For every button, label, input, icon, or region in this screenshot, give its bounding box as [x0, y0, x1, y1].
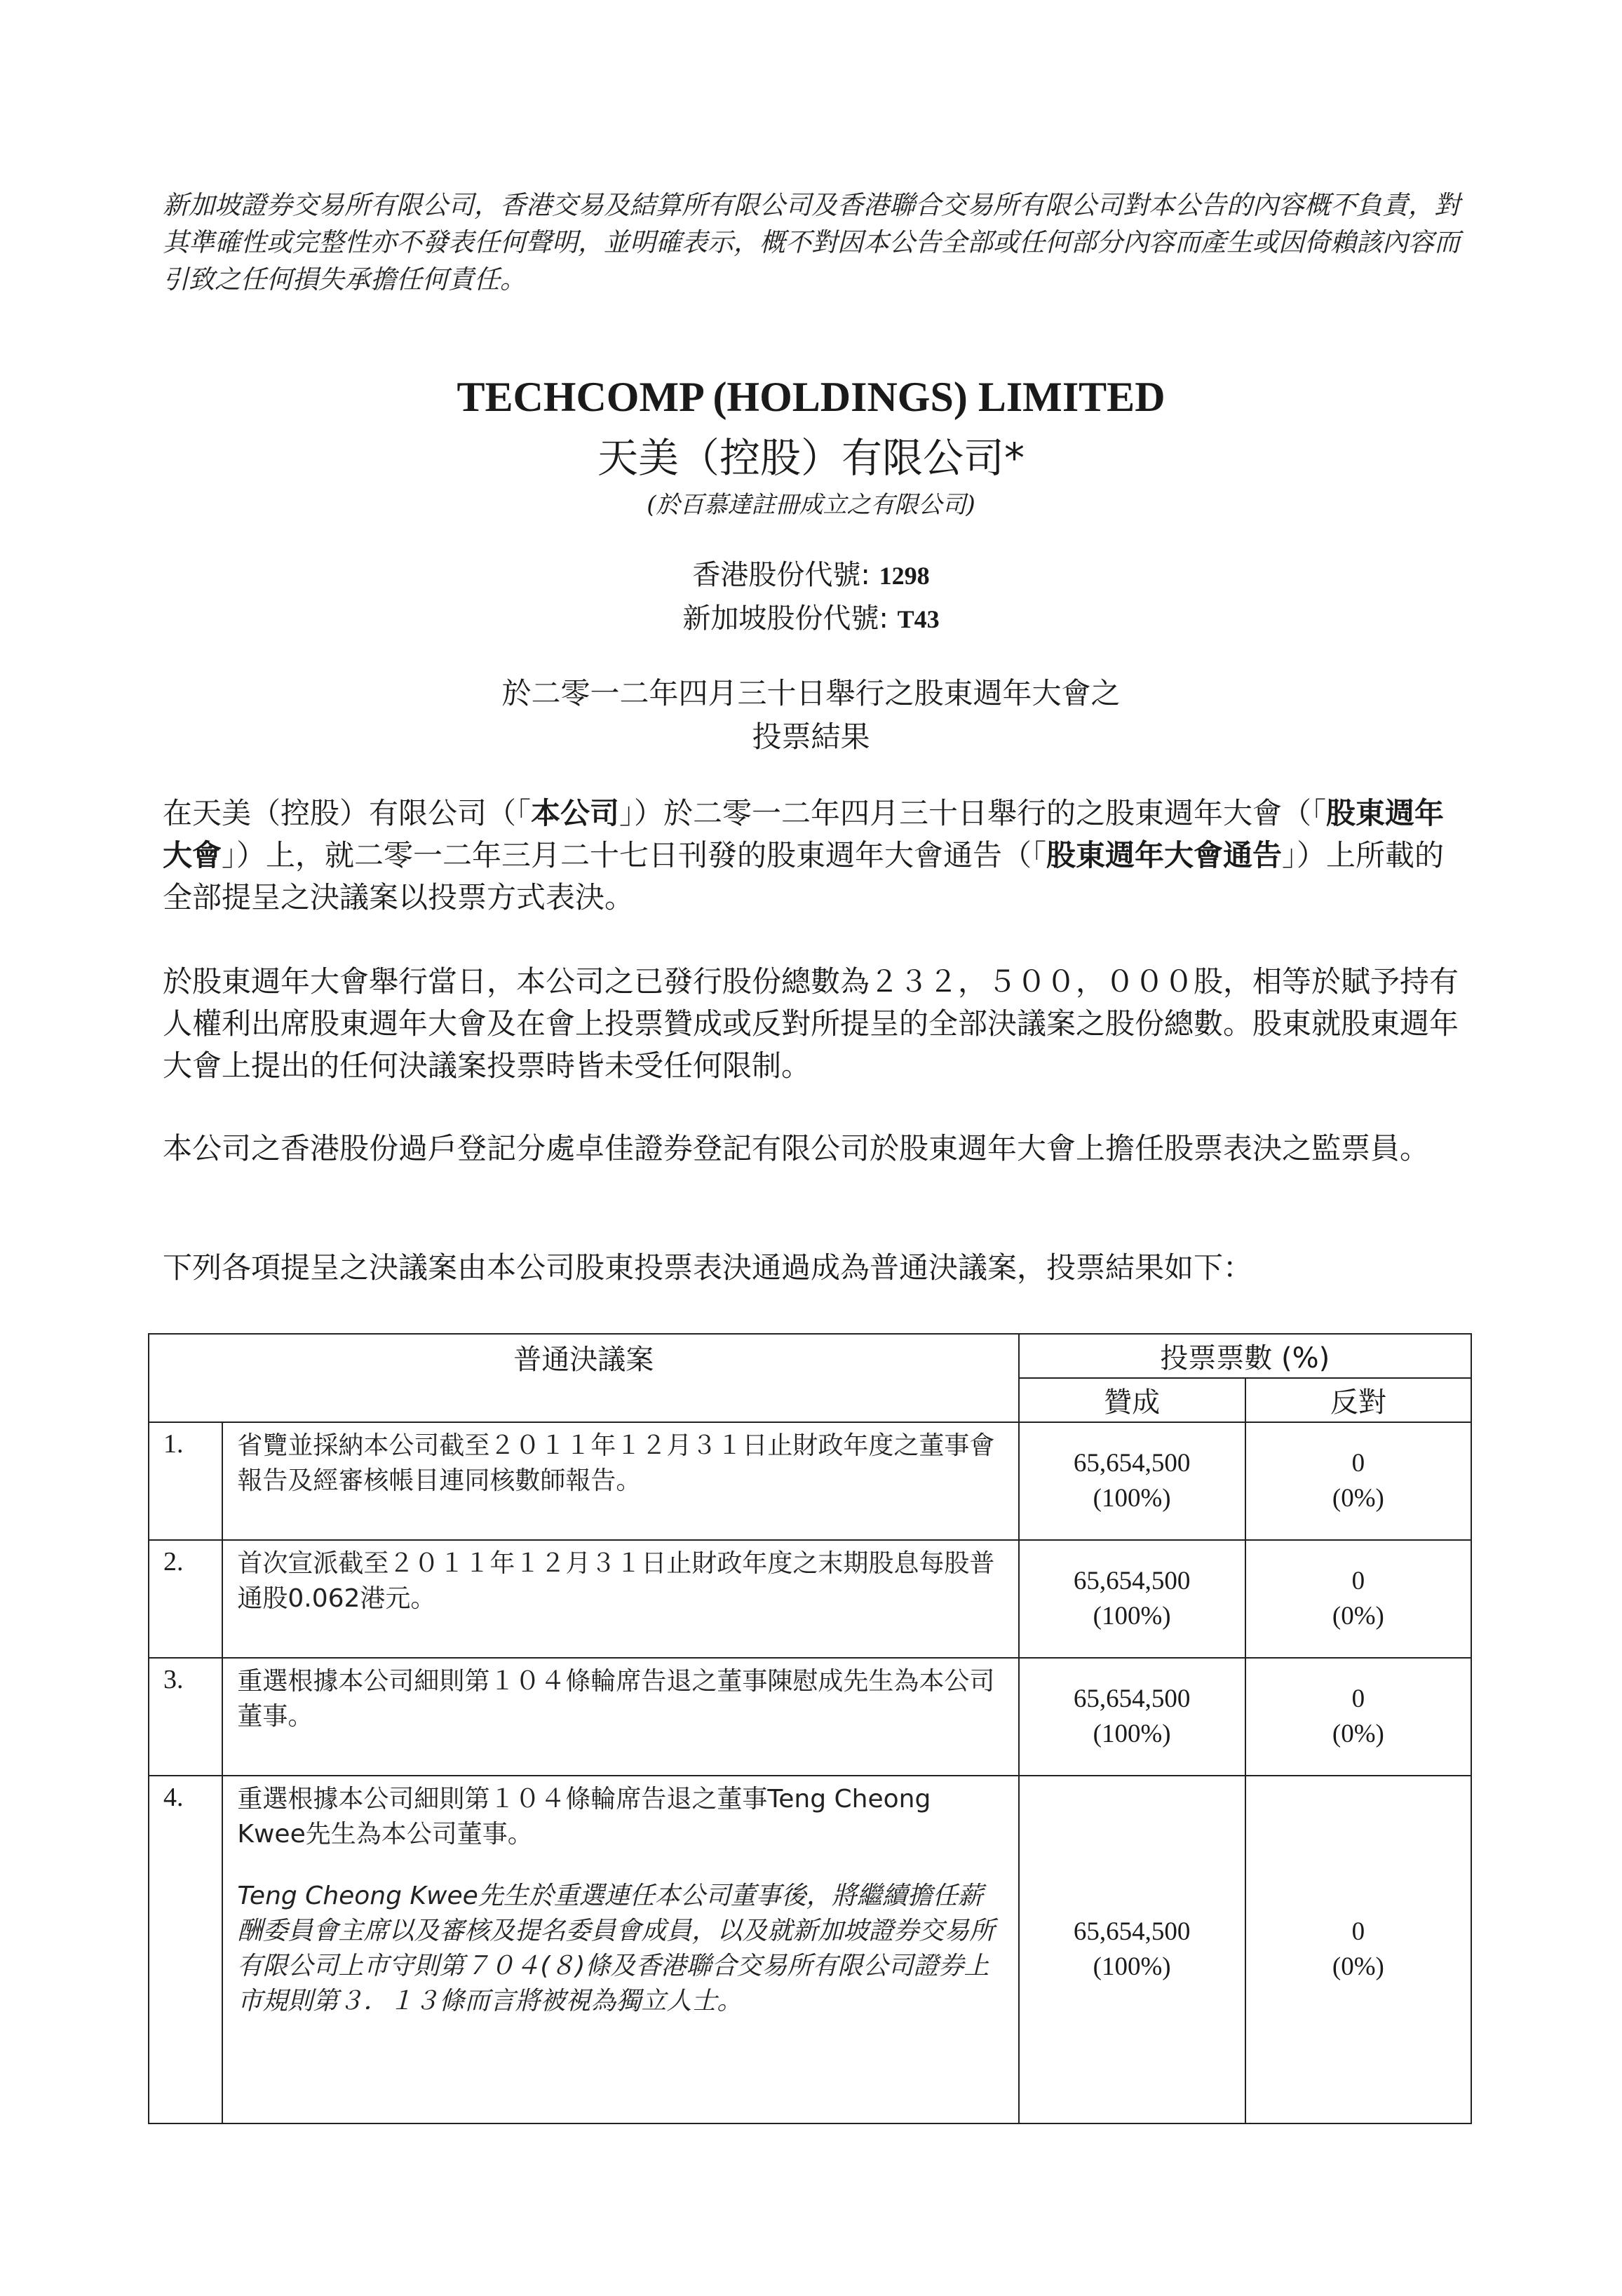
paragraph-results-intro: 下列各項提呈之決議案由本公司股東投票表決通過成為普通決議案，投票結果如下：: [163, 1250, 1253, 1285]
header-against: 反對: [1245, 1378, 1471, 1422]
votes-for-count: 65,654,500: [1073, 1917, 1191, 1946]
resolution-number: 1.: [149, 1422, 222, 1540]
hk-stock-code: [0, 553, 1622, 593]
p1-seg-g: 」）上所載的全部提呈之決議案以投票方式表決。: [163, 838, 1445, 914]
table-row: [149, 1776, 1471, 2123]
p1-term-agm-notice: 股東週年大會通告: [1046, 838, 1283, 872]
votes-against-count: 0: [1351, 1684, 1365, 1713]
votes-against: [1245, 1540, 1471, 1658]
hk-stock-code-value: 1298: [879, 562, 930, 590]
table-row: [149, 1540, 1471, 1658]
votes-against: [1245, 1776, 1471, 2123]
resolution-text: [222, 1540, 1018, 1658]
resolution-main: 重選根據本公司細則第１０４條輪席告退之董事陳慰成先生為本公司董事。: [237, 1667, 995, 1731]
paragraph-intro: [163, 792, 1467, 919]
resolution-number: 4.: [149, 1776, 222, 2123]
votes-for-count: 65,654,500: [1073, 1684, 1191, 1713]
resolution-note: Teng Cheong Kwee先生於重選連任本公司董事後，將繼續擔任薪酬委員會主席以及審核及提名委員會成員，以及就新加坡證券交易所有限公司上市守則第７０４(８)條及香港聯合交易所有限公司證券上市規則第３．１３條而言將被視為獨立人士。: [237, 1882, 995, 2015]
resolution-main: 省覽並採納本公司截至２０１１年１２月３１日止財政年度之董事會報告及經審核帳目連同核數師報告。: [237, 1431, 995, 1495]
p1-term-agm: 股東週年大會: [163, 796, 1445, 872]
votes-against-count: 0: [1351, 1917, 1365, 1946]
table-row: [149, 1422, 1471, 1540]
votes-for-pct: (100%): [1093, 1720, 1171, 1748]
incorporation-note: (於百慕達註冊成立之有限公司): [647, 491, 975, 519]
sg-stock-code-value: T43: [897, 605, 940, 633]
votes-against: [1245, 1658, 1471, 1776]
sg-stock-code: [0, 596, 1622, 636]
votes-against-pct: (0%): [1332, 1720, 1384, 1748]
votes-for: [1019, 1422, 1245, 1540]
paragraph-shares: 於股東週年大會舉行當日，本公司之已發行股份總數為２３２，５００，０００股，相等於賦予持有人權利出席股東週年大會及在會上投票贊成或反對所提呈的全部決議案之股份總數。股東就股東週年大會上提出的任何決議案投票時皆未受任何限制。: [163, 964, 1459, 1083]
votes-against-pct: (0%): [1332, 1952, 1384, 1981]
votes-for: [1019, 1776, 1245, 2123]
p1-seg-c: 」）於二零一二年四月三十日舉行的之股東週年大會（「: [619, 796, 1327, 830]
company-name-en: TECHCOMP (HOLDINGS) LIMITED: [457, 374, 1165, 420]
announcement-title-line2: 投票結果: [752, 720, 870, 754]
votes-against: [1245, 1422, 1471, 1540]
header-votes: 投票票數 (%): [1019, 1334, 1471, 1378]
header-for: 贊成: [1019, 1378, 1245, 1422]
hk-stock-code-label: 香港股份代號:: [692, 559, 879, 591]
votes-against-pct: (0%): [1332, 1602, 1384, 1630]
resolution-number: 2.: [149, 1540, 222, 1658]
votes-for-pct: (100%): [1093, 1952, 1171, 1981]
disclaimer: 新加坡證券交易所有限公司，香港交易及結算所有限公司及香港聯合交易所有限公司對本公告的內容概不負責，對其準確性或完整性亦不發表任何聲明，並明確表示，概不對因本公告全部或任何部分內容而產生或因倚賴該內容而引致之任何損失承擔任何責任。: [163, 190, 1460, 295]
voting-results-table: [148, 1333, 1472, 2124]
votes-for-count: 65,654,500: [1073, 1449, 1191, 1478]
votes-against-count: 0: [1351, 1449, 1365, 1478]
resolution-main: 重選根據本公司細則第１０４條輪席告退之董事Teng Cheong Kwee先生為本公司董事。: [237, 1785, 931, 1849]
resolution-text: [222, 1658, 1018, 1776]
announcement-title-line1: 於二零一二年四月三十日舉行之股東週年大會之: [501, 676, 1121, 710]
header-resolution: 普通決議案: [149, 1334, 1019, 1422]
paragraph-scrutineer: 本公司之香港股份過戶登記分處卓佳證券登記有限公司於股東週年大會上擔任股票表決之監票員。: [163, 1131, 1430, 1166]
votes-against-pct: (0%): [1332, 1484, 1384, 1513]
votes-against-count: 0: [1351, 1567, 1365, 1595]
votes-for: [1019, 1658, 1245, 1776]
votes-for-count: 65,654,500: [1073, 1567, 1191, 1595]
resolution-number: 3.: [149, 1658, 222, 1776]
table-row: [149, 1658, 1471, 1776]
votes-for-pct: (100%): [1093, 1602, 1171, 1630]
resolution-text: [222, 1422, 1018, 1540]
votes-for: [1019, 1540, 1245, 1658]
p1-term-company: 本公司: [531, 796, 620, 830]
p1-seg-e: 」）上，就二零一二年三月二十七日刊發的股東週年大會通告（「: [222, 838, 1047, 872]
resolution-main: 首次宣派截至２０１１年１２月３１日止財政年度之末期股息每股普通股0.062港元。: [237, 1549, 995, 1613]
resolution-text: [222, 1776, 1018, 2123]
votes-for-pct: (100%): [1093, 1484, 1171, 1513]
sg-stock-code-label: 新加坡股份代號:: [682, 602, 898, 635]
company-name-zh: 天美（控股）有限公司*: [597, 434, 1025, 482]
p1-seg-a: 在天美（控股）有限公司（「: [163, 796, 532, 830]
